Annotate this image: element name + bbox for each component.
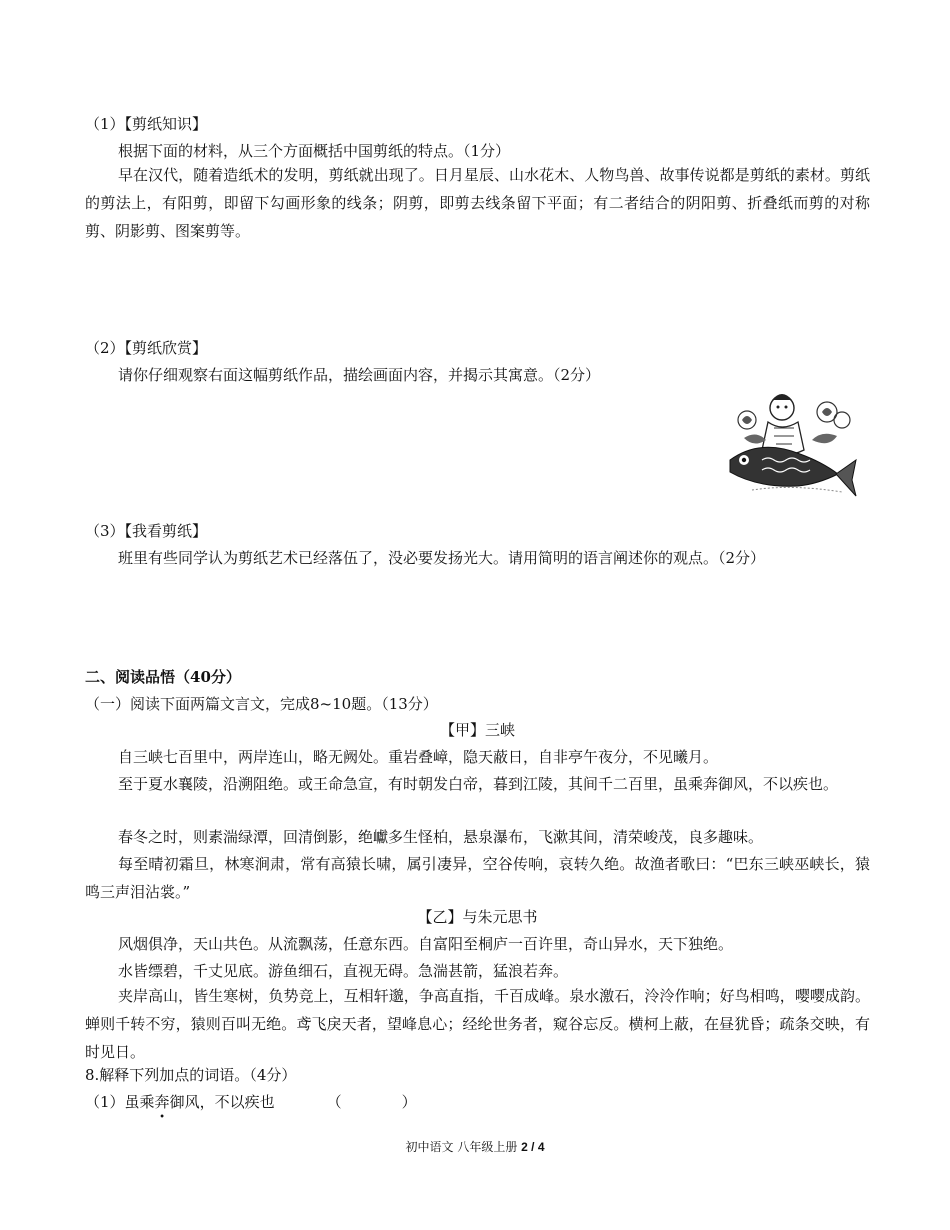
q8-title: 8.解释下列加点的词语。（4分） bbox=[85, 1066, 297, 1084]
q1-heading: （1）【剪纸知识】 bbox=[85, 115, 208, 133]
jia-title: 【甲】三峡 bbox=[439, 721, 515, 739]
q1-material: 早在汉代，随着造纸术的发明，剪纸就出现了。日月星辰、山水花木、人物鸟兽、故事传说都是剪纸的素材。剪纸的剪法上，有阳剪，即留下勾画形象的线条；阴剪，即剪去线条留下平面；有二者结合的阴阳剪、折叠纸而剪的对称剪、阴影剪、图案剪等。 bbox=[85, 166, 870, 240]
footer-page-number: 2 / 4 bbox=[521, 1140, 545, 1154]
q8-item-1 bbox=[85, 1089, 870, 1116]
q1-prompt: 根据下面的材料，从三个方面概括中国剪纸的特点。（1分） bbox=[118, 142, 511, 160]
page-footer bbox=[0, 1138, 950, 1155]
jia-paragraph-1: 自三峡七百里中，两岸连山，略无阙处。重岩叠嶂，隐天蔽日，自非亭午夜分，不见曦月。 bbox=[118, 748, 719, 766]
q3-heading: （3）【我看剪纸】 bbox=[85, 522, 208, 540]
section-subtitle: （一）阅读下面两篇文言文，完成8~10题。（13分） bbox=[85, 695, 438, 713]
yi-paragraph-3: 夹岸高山，皆生寒树，负势竞上，互相轩邈，争高直指，千百成峰。泉水激石，泠泠作响；好鸟相鸣，嘤嘤成韵。蝉则千转不穷，猿则百叫无绝。鸢飞戾天者，望峰息心；经纶世务者，窥谷忘反。横柯上蔽，在昼犹昏；疏条交映，有时见日。 bbox=[85, 987, 870, 1061]
q8-item-1-prefix: （1）虽乘 bbox=[85, 1093, 155, 1111]
footer-text: 初中语文 八年级上册 bbox=[405, 1140, 522, 1154]
yi-title: 【乙】与朱元思书 bbox=[417, 908, 538, 926]
jia-paragraph-3: 春冬之时，则素湍绿潭，回清倒影，绝巘多生怪柏，悬泉瀑布，飞漱其间，清荣峻茂，良多趣味。 bbox=[118, 828, 764, 846]
section-title: 二、阅读品悟（40分） bbox=[85, 668, 241, 686]
yi-paragraph-1: 风烟俱净，天山共色。从流飘荡，任意东西。自富阳至桐庐一百许里，奇山异水，天下独绝。 bbox=[118, 935, 734, 953]
jia-paragraph-2: 至于夏水襄陵，沿溯阻绝。或王命急宣，有时朝发白帝，暮到江陵，其间千二百里，虽乘奔御风，不以疾也。 bbox=[118, 775, 839, 793]
papercut-fish-child-icon bbox=[722, 390, 862, 500]
q2-prompt: 请你仔细观察右面这幅剪纸作品，描绘画面内容，并揭示其寓意。（2分） bbox=[118, 366, 601, 384]
q8-item-1-dotted-word: 奔 bbox=[154, 1093, 170, 1111]
yi-paragraph-2: 水皆缥碧，千丈见底。游鱼细石，直视无碍。急湍甚箭，猛浪若奔。 bbox=[118, 962, 569, 980]
q3-prompt: 班里有些同学认为剪纸艺术已经落伍了，没必要发扬光大。请用简明的语言阐述你的观点。（2分） bbox=[118, 549, 766, 567]
q8-item-1-suffix: 御风，不以疾也 bbox=[169, 1093, 275, 1111]
q2-heading: （2）【剪纸欣赏】 bbox=[85, 339, 208, 357]
q8-item-1-answer-blank[interactable]: （ ） bbox=[326, 1093, 417, 1111]
jia-paragraph-4: 每至晴初霜旦，林寒涧肃，常有高猿长啸，属引凄异，空谷传响，哀转久绝。故渔者歌曰：“巴东三峡巫峡长，猿鸣三声泪沾裳。” bbox=[85, 855, 870, 901]
